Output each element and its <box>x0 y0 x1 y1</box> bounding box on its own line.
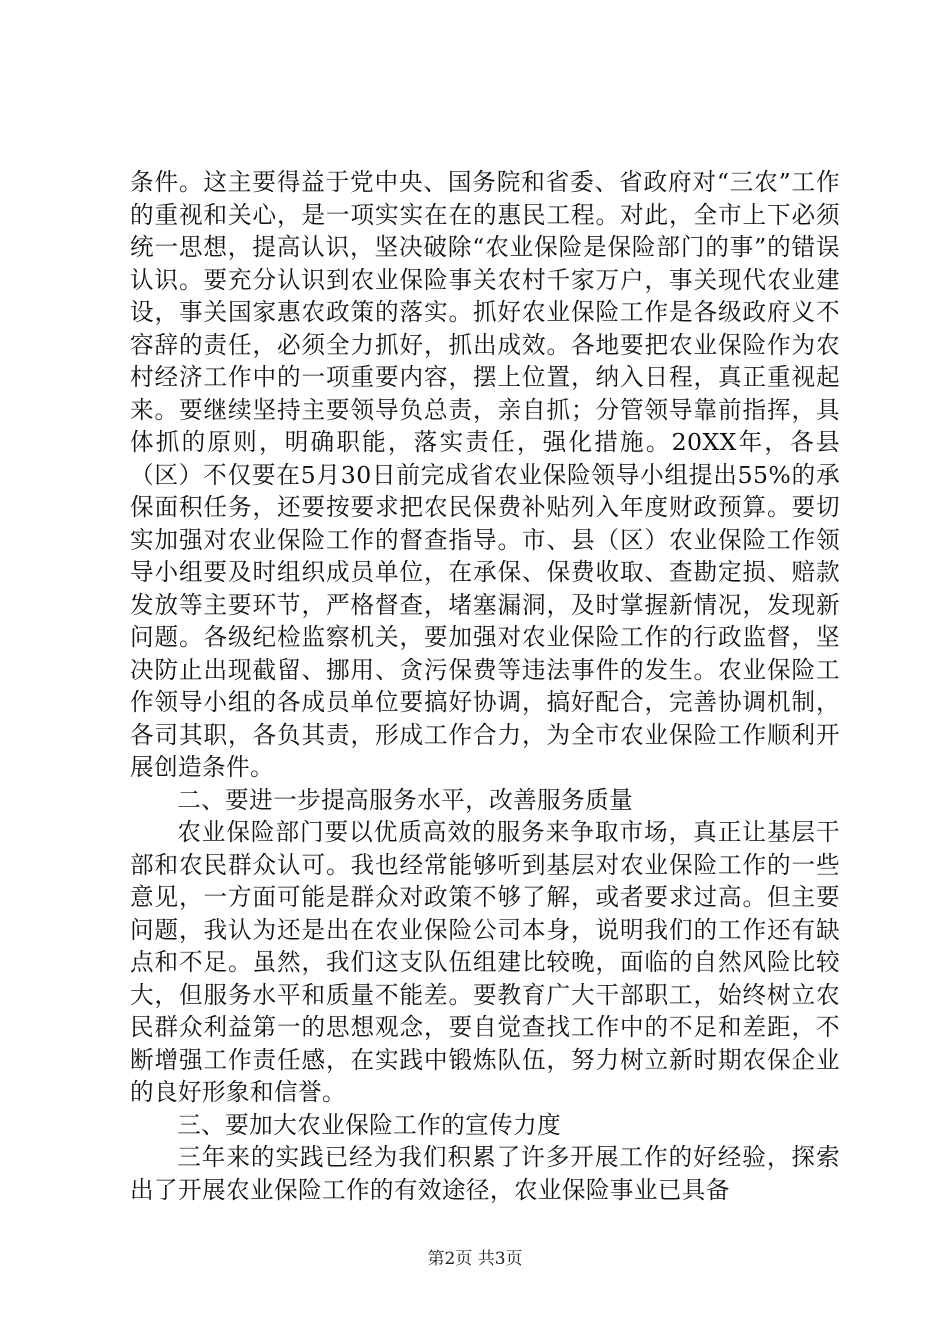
paragraph-continuation: 条件。这主要得益于党中央、国务院和省委、省政府对“三农”工作的重视和关心，是一项实实在在的惠民工程。对此，全市上下必须统一思想，提高认识，坚决破除“农业保险是保险部门的事”的错误认识。要充分认识到农业保险事关农村千家万户，事关现代农业建设，事关国家惠农政策的落实。抓好农业保险工作是各级政府义不容辞的责任，必须全力抓好，抓出成效。各地要把农业保险作为农村经济工作中的一项重要内容，摆上位置，纳入日程，真正重视起来。要继续坚持主要领导负总责，亲自抓；分管领导靠前指挥，具体抓的原则，明确职能，落实责任，强化措施。20XX年，各县（区）不仅要在5月30日前完成省农业保险领导小组提出55%的承保面积任务，还要按要求把农民保费补贴列入年度财政预算。要切实加强对农业保险工作的督查指导。市、县（区）农业保险工作领导小组要及时组织成员单位，在承保、保费收取、查勘定损、赔款发放等主要环节，严格督查，堵塞漏洞，及时掌握新情况，发现新问题。各级纪检监察机关，要加强对农业保险工作的行政监督，坚决防止出现截留、挪用、贪污保费等违法事件的发生。农业保险工作领导小组的各成员单位要搞好协调，搞好配合，完善协调机制，各司其职，各负其责，形成工作合力，为全市农业保险工作顺利开展创造条件。 <box>130 168 840 781</box>
paragraph-publicity: 三年来的实践已经为我们积累了许多开展工作的好经验，探索出了开展农业保险工作的有效途径，农业保险事业已具备 <box>130 1143 840 1204</box>
document-body <box>130 166 840 1206</box>
section-heading-2: 二、要进一步提高服务水平，改善服务质量 <box>177 785 634 814</box>
page-footer: 第2页 共3页 <box>427 1249 523 1269</box>
section-heading-3: 三、要加大农业保险工作的宣传力度 <box>177 1110 562 1139</box>
paragraph-service-quality: 农业保险部门要以优质高效的服务来争取市场，真正让基层干部和农民群众认可。我也经常能够听到基层对农业保险工作的一些意见，一方面可能是群众对政策不够了解，或者要求过高。但主要问题，我认为还是出在农业保险公司本身，说明我们的工作还有缺点和不足。虽然，我们这支队伍组建比较晚，面临的自然风险比较大，但服务水平和质量不能差。要教育广大干部职工，始终树立农民群众利益第一的思想观念，要自觉查找工作中的不足和差距，不断增强工作责任感，在实践中锻炼队伍，努力树立新时期农保企业的良好形象和信誉。 <box>130 818 840 1106</box>
